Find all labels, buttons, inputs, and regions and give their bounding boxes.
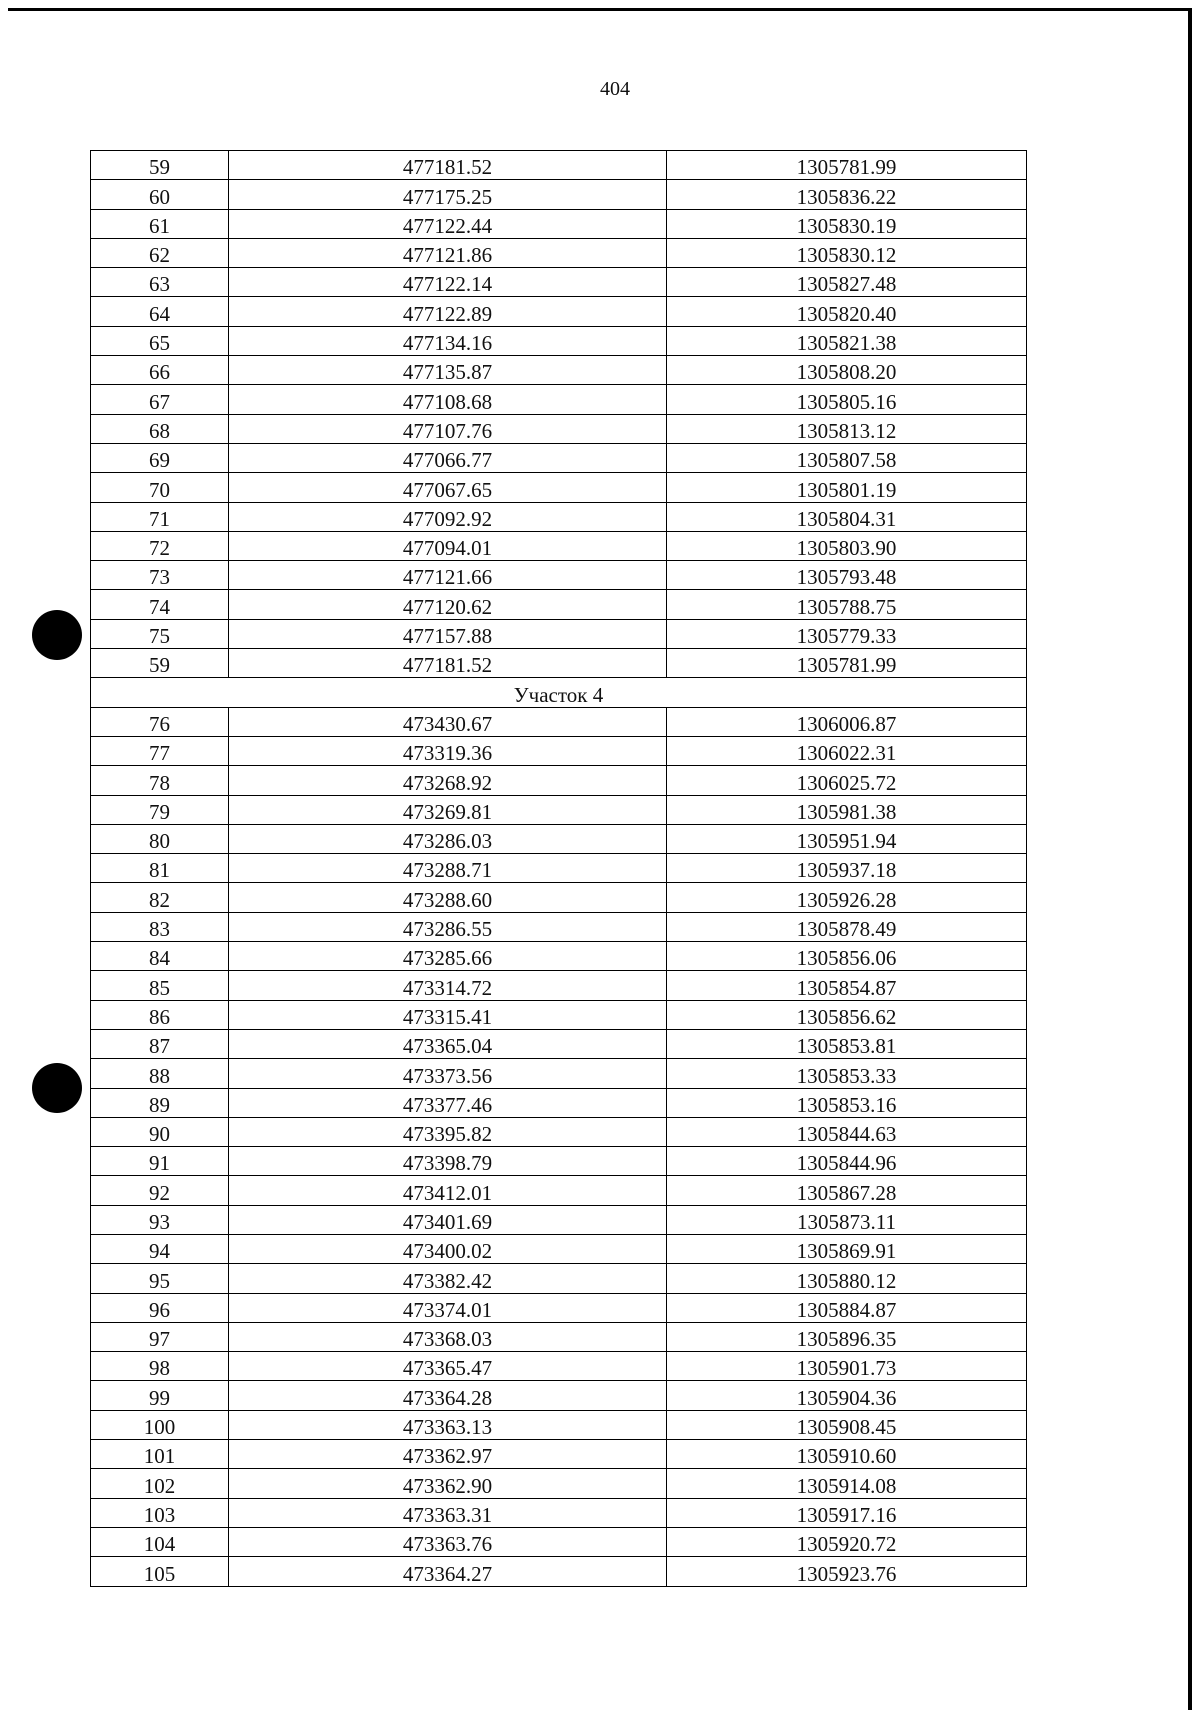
y-coordinate-cell: 1305878.49 [667,912,1027,941]
table-row [91,1059,1027,1088]
table-row [91,1527,1027,1556]
point-number-cell: 69 [91,443,229,472]
y-coordinate-cell: 1305807.58 [667,443,1027,472]
point-number-cell: 62 [91,238,229,267]
binder-hole [32,610,82,660]
x-coordinate-cell: 477134.16 [229,326,667,355]
table-row [91,1117,1027,1146]
table-row [91,971,1027,1000]
x-coordinate-cell: 473314.72 [229,971,667,1000]
x-coordinate-cell: 477135.87 [229,356,667,385]
table-row [91,1293,1027,1322]
point-number-cell: 75 [91,619,229,648]
point-number-cell: 95 [91,1264,229,1293]
point-number-cell: 72 [91,531,229,560]
point-number-cell: 89 [91,1088,229,1117]
x-coordinate-cell: 477122.89 [229,297,667,326]
table-row [91,795,1027,824]
point-number-cell: 61 [91,209,229,238]
x-coordinate-cell: 473286.03 [229,824,667,853]
y-coordinate-cell: 1305836.22 [667,180,1027,209]
table-row [91,502,1027,531]
table-row [91,619,1027,648]
x-coordinate-cell: 477107.76 [229,414,667,443]
table-row [91,473,1027,502]
point-number-cell: 68 [91,414,229,443]
table-row [91,1147,1027,1176]
y-coordinate-cell: 1305923.76 [667,1557,1027,1586]
table-row [91,1469,1027,1498]
point-number-cell: 64 [91,297,229,326]
table-row [91,1088,1027,1117]
point-number-cell: 84 [91,942,229,971]
point-number-cell: 94 [91,1234,229,1263]
y-coordinate-cell: 1305821.38 [667,326,1027,355]
y-coordinate-cell: 1305917.16 [667,1498,1027,1527]
y-coordinate-cell: 1305793.48 [667,561,1027,590]
y-coordinate-cell: 1305853.33 [667,1059,1027,1088]
x-coordinate-cell: 473373.56 [229,1059,667,1088]
x-coordinate-cell: 477121.66 [229,561,667,590]
y-coordinate-cell: 1305781.99 [667,151,1027,180]
x-coordinate-cell: 473363.76 [229,1527,667,1556]
y-coordinate-cell: 1305981.38 [667,795,1027,824]
y-coordinate-cell: 1305896.35 [667,1322,1027,1351]
table-row [91,1234,1027,1263]
table-row [91,180,1027,209]
y-coordinate-cell: 1305926.28 [667,883,1027,912]
table-row [91,151,1027,180]
point-number-cell: 71 [91,502,229,531]
y-coordinate-cell: 1305880.12 [667,1264,1027,1293]
x-coordinate-cell: 477067.65 [229,473,667,502]
table-row [91,268,1027,297]
x-coordinate-cell: 477121.86 [229,238,667,267]
x-coordinate-cell: 473401.69 [229,1205,667,1234]
page-number: 404 [600,78,630,100]
x-coordinate-cell: 473315.41 [229,1000,667,1029]
table-row [91,414,1027,443]
x-coordinate-cell: 473363.31 [229,1498,667,1527]
table-row [91,736,1027,765]
point-number-cell: 63 [91,268,229,297]
y-coordinate-cell: 1305830.12 [667,238,1027,267]
x-coordinate-cell: 477092.92 [229,502,667,531]
x-coordinate-cell: 473398.79 [229,1147,667,1176]
point-number-cell: 78 [91,766,229,795]
x-coordinate-cell: 473362.90 [229,1469,667,1498]
y-coordinate-cell: 1305853.16 [667,1088,1027,1117]
y-coordinate-cell: 1305801.19 [667,473,1027,502]
table-row [91,1205,1027,1234]
x-coordinate-cell: 473395.82 [229,1117,667,1146]
point-number-cell: 104 [91,1527,229,1556]
table-row [91,356,1027,385]
x-coordinate-cell: 473288.60 [229,883,667,912]
x-coordinate-cell: 477122.44 [229,209,667,238]
x-coordinate-cell: 477120.62 [229,590,667,619]
point-number-cell: 79 [91,795,229,824]
y-coordinate-cell: 1306022.31 [667,736,1027,765]
y-coordinate-cell: 1305820.40 [667,297,1027,326]
y-coordinate-cell: 1305788.75 [667,590,1027,619]
y-coordinate-cell: 1305854.87 [667,971,1027,1000]
table-row [91,561,1027,590]
x-coordinate-cell: 473374.01 [229,1293,667,1322]
table-row [91,854,1027,883]
page-frame-right [1188,8,1192,1710]
y-coordinate-cell: 1305844.63 [667,1117,1027,1146]
table-row [91,912,1027,941]
x-coordinate-cell: 473365.04 [229,1029,667,1058]
x-coordinate-cell: 477094.01 [229,531,667,560]
x-coordinate-cell: 473377.46 [229,1088,667,1117]
x-coordinate-cell: 477122.14 [229,268,667,297]
point-number-cell: 85 [91,971,229,1000]
point-number-cell: 105 [91,1557,229,1586]
table-row [91,1440,1027,1469]
x-coordinate-cell: 473364.28 [229,1381,667,1410]
y-coordinate-cell: 1305904.36 [667,1381,1027,1410]
point-number-cell: 97 [91,1322,229,1351]
table-row [91,297,1027,326]
x-coordinate-cell: 477108.68 [229,385,667,414]
table-row [91,1264,1027,1293]
y-coordinate-cell: 1305805.16 [667,385,1027,414]
point-number-cell: 101 [91,1440,229,1469]
point-number-cell: 82 [91,883,229,912]
y-coordinate-cell: 1305803.90 [667,531,1027,560]
y-coordinate-cell: 1305937.18 [667,854,1027,883]
point-number-cell: 81 [91,854,229,883]
table-row [91,238,1027,267]
y-coordinate-cell: 1305813.12 [667,414,1027,443]
y-coordinate-cell: 1306025.72 [667,766,1027,795]
y-coordinate-cell: 1305808.20 [667,356,1027,385]
point-number-cell: 76 [91,707,229,736]
y-coordinate-cell: 1305856.06 [667,942,1027,971]
table-row [91,1410,1027,1439]
y-coordinate-cell: 1305779.33 [667,619,1027,648]
x-coordinate-cell: 473382.42 [229,1264,667,1293]
point-number-cell: 88 [91,1059,229,1088]
point-number-cell: 93 [91,1205,229,1234]
y-coordinate-cell: 1305901.73 [667,1352,1027,1381]
point-number-cell: 87 [91,1029,229,1058]
point-number-cell: 59 [91,151,229,180]
point-number-cell: 83 [91,912,229,941]
y-coordinate-cell: 1305910.60 [667,1440,1027,1469]
y-coordinate-cell: 1305920.72 [667,1527,1027,1556]
y-coordinate-cell: 1305908.45 [667,1410,1027,1439]
point-number-cell: 67 [91,385,229,414]
table-row [91,1498,1027,1527]
x-coordinate-cell: 473412.01 [229,1176,667,1205]
point-number-cell: 96 [91,1293,229,1322]
table-row [91,326,1027,355]
x-coordinate-cell: 477157.88 [229,619,667,648]
table-row [91,649,1027,678]
table-row [91,1000,1027,1029]
point-number-cell: 70 [91,473,229,502]
table-row [91,209,1027,238]
table-row [91,1557,1027,1586]
table-row [91,531,1027,560]
x-coordinate-cell: 473362.97 [229,1440,667,1469]
point-number-cell: 73 [91,561,229,590]
page-frame-top [8,8,1192,11]
binder-hole [32,1063,82,1113]
point-number-cell: 102 [91,1469,229,1498]
table-row [91,1322,1027,1351]
point-number-cell: 86 [91,1000,229,1029]
point-number-cell: 66 [91,356,229,385]
point-number-cell: 98 [91,1352,229,1381]
table-row [91,443,1027,472]
x-coordinate-cell: 473286.55 [229,912,667,941]
point-number-cell: 59 [91,649,229,678]
x-coordinate-cell: 473400.02 [229,1234,667,1263]
x-coordinate-cell: 473363.13 [229,1410,667,1439]
table-row [91,1381,1027,1410]
table-row [91,766,1027,795]
x-coordinate-cell: 477181.52 [229,649,667,678]
y-coordinate-cell: 1305844.96 [667,1147,1027,1176]
coordinates-table-body [91,151,1027,1587]
point-number-cell: 80 [91,824,229,853]
table-row [91,385,1027,414]
table-row [91,824,1027,853]
point-number-cell: 77 [91,736,229,765]
point-number-cell: 65 [91,326,229,355]
section-header-row [91,678,1027,707]
point-number-cell: 100 [91,1410,229,1439]
point-number-cell: 99 [91,1381,229,1410]
x-coordinate-cell: 473364.27 [229,1557,667,1586]
y-coordinate-cell: 1305853.81 [667,1029,1027,1058]
point-number-cell: 91 [91,1147,229,1176]
point-number-cell: 74 [91,590,229,619]
section-title: Участок 4 [91,678,1027,707]
y-coordinate-cell: 1305830.19 [667,209,1027,238]
y-coordinate-cell: 1305867.28 [667,1176,1027,1205]
y-coordinate-cell: 1305781.99 [667,649,1027,678]
x-coordinate-cell: 473285.66 [229,942,667,971]
y-coordinate-cell: 1305869.91 [667,1234,1027,1263]
x-coordinate-cell: 477066.77 [229,443,667,472]
x-coordinate-cell: 473288.71 [229,854,667,883]
x-coordinate-cell: 473319.36 [229,736,667,765]
point-number-cell: 103 [91,1498,229,1527]
table-row [91,707,1027,736]
table-row [91,1352,1027,1381]
y-coordinate-cell: 1305873.11 [667,1205,1027,1234]
coordinates-table [90,150,1027,1587]
x-coordinate-cell: 473368.03 [229,1322,667,1351]
x-coordinate-cell: 477181.52 [229,151,667,180]
x-coordinate-cell: 473269.81 [229,795,667,824]
y-coordinate-cell: 1306006.87 [667,707,1027,736]
x-coordinate-cell: 477175.25 [229,180,667,209]
point-number-cell: 92 [91,1176,229,1205]
table-row [91,942,1027,971]
y-coordinate-cell: 1305884.87 [667,1293,1027,1322]
x-coordinate-cell: 473430.67 [229,707,667,736]
point-number-cell: 60 [91,180,229,209]
y-coordinate-cell: 1305951.94 [667,824,1027,853]
table-row [91,1176,1027,1205]
y-coordinate-cell: 1305914.08 [667,1469,1027,1498]
table-row [91,590,1027,619]
table-row [91,883,1027,912]
table-row [91,1029,1027,1058]
y-coordinate-cell: 1305804.31 [667,502,1027,531]
x-coordinate-cell: 473268.92 [229,766,667,795]
point-number-cell: 90 [91,1117,229,1146]
x-coordinate-cell: 473365.47 [229,1352,667,1381]
y-coordinate-cell: 1305827.48 [667,268,1027,297]
y-coordinate-cell: 1305856.62 [667,1000,1027,1029]
